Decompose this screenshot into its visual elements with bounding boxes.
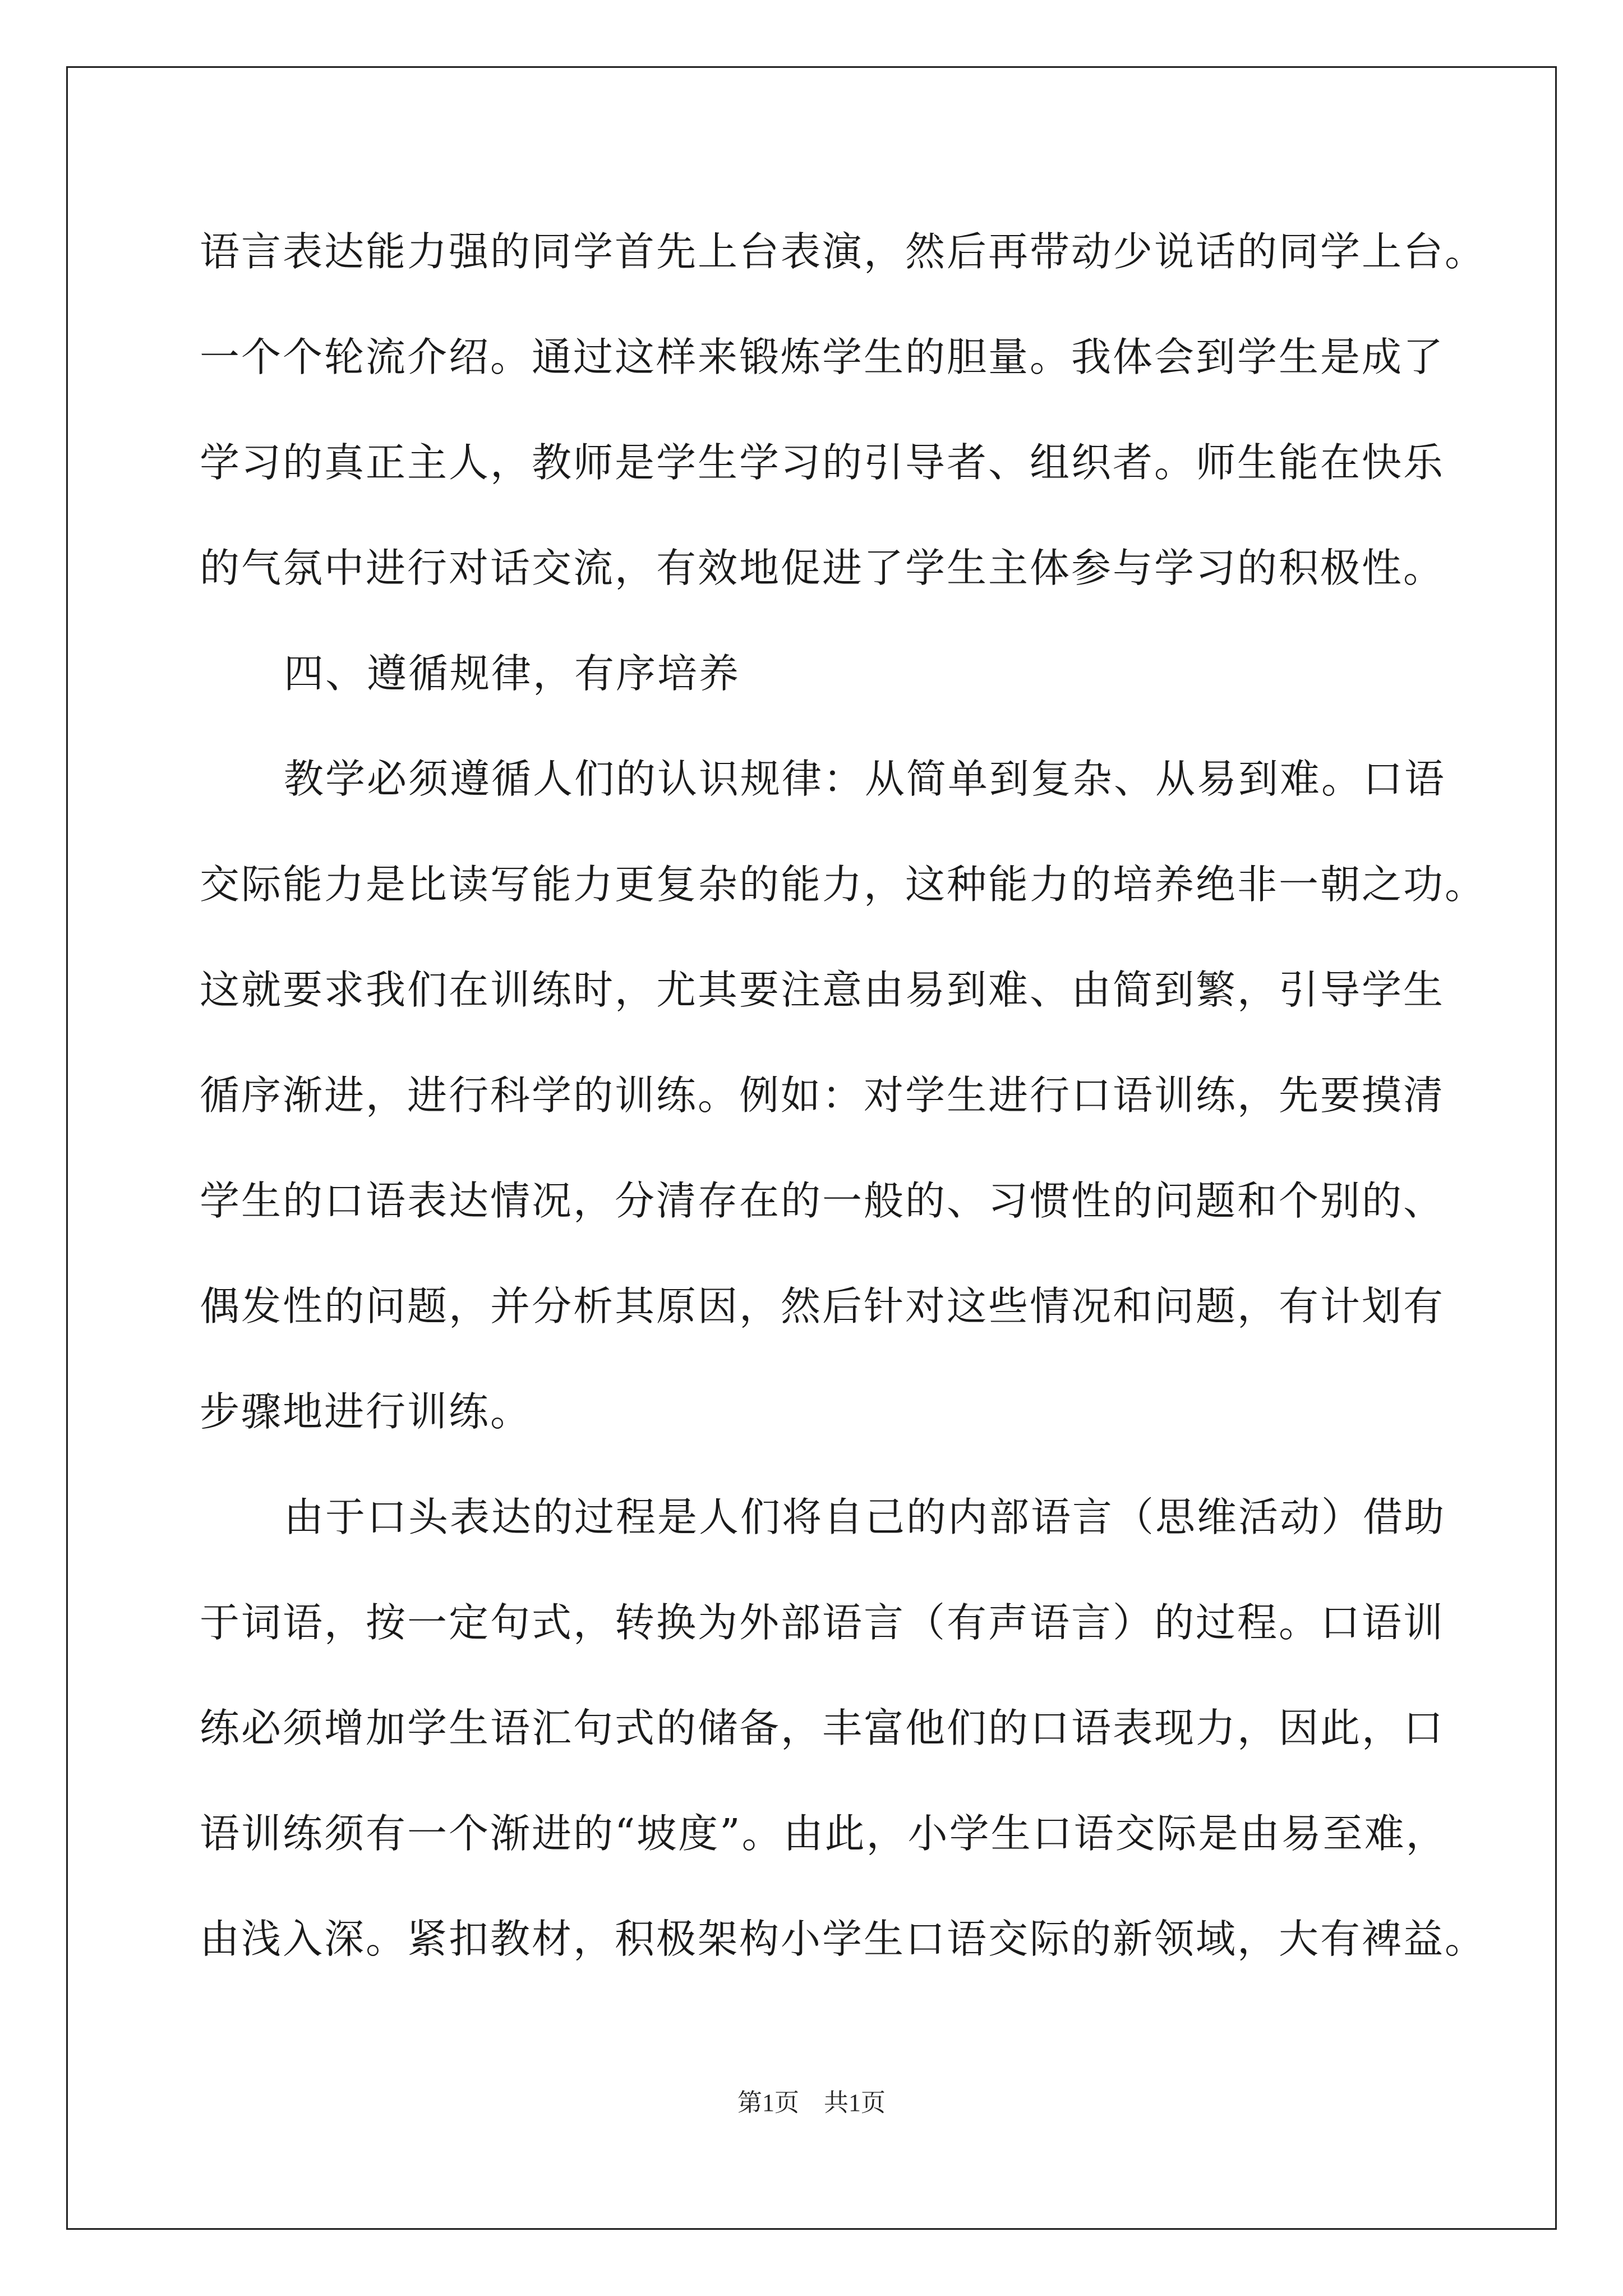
- text-line: 循序渐进，进行科学的训练。例如：对学生进行口语训练，先要摸清: [200, 1072, 1445, 1119]
- text-line: 由浅入深。紧扣教材，积极架构小学生口语交际的新领域，大有裨益。: [200, 1916, 1487, 1962]
- document-body: [200, 199, 1487, 1992]
- text-line: 于词语，按一定句式，转换为外部语言（有声语言）的过程。口语训: [200, 1599, 1445, 1646]
- text-line: 交际能力是比读写能力更复杂的能力，这种能力的培养绝非一朝之功。: [200, 861, 1487, 908]
- text-line: 语言表达能力强的同学首先上台表演，然后再带动少说话的同学上台。: [200, 228, 1487, 275]
- text-line: 学习的真正主人，教师是学生学习的引导者、组织者。师生能在快乐: [200, 439, 1445, 486]
- text-line: 偶发性的问题，并分析其原因，然后针对这些情况和问题，有计划有: [200, 1283, 1445, 1329]
- text-line: 练必须增加学生语汇句式的储备，丰富他们的口语表现力，因此，口: [200, 1705, 1445, 1751]
- text-line: 这就要求我们在训练时，尤其要注意由易到难、由简到繁，引导学生: [200, 967, 1445, 1013]
- text-line: 语训练须有一个渐进的“坡度”。由此，小学生口语交际是由易至难，: [200, 1810, 1447, 1857]
- text-line: 由于口头表达的过程是人们将自己的内部语言（思维活动）借助: [284, 1494, 1446, 1540]
- page-number-footer: 第1页 共1页: [737, 2089, 886, 2116]
- text-line: 一个个轮流介绍。通过这样来锻炼学生的胆量。我体会到学生是成了: [200, 334, 1445, 380]
- section-heading: 四、遵循规律，有序培养: [284, 650, 741, 697]
- text-line: 步骤地进行训练。: [200, 1388, 532, 1435]
- text-line: 教学必须遵循人们的认识规律：从简单到复杂、从易到难。口语: [284, 756, 1446, 802]
- text-line: 的气氛中进行对话交流，有效地促进了学生主体参与学习的积极性。: [200, 545, 1445, 591]
- text-line: 学生的口语表达情况，分清存在的一般的、习惯性的问题和个别的、: [200, 1177, 1445, 1224]
